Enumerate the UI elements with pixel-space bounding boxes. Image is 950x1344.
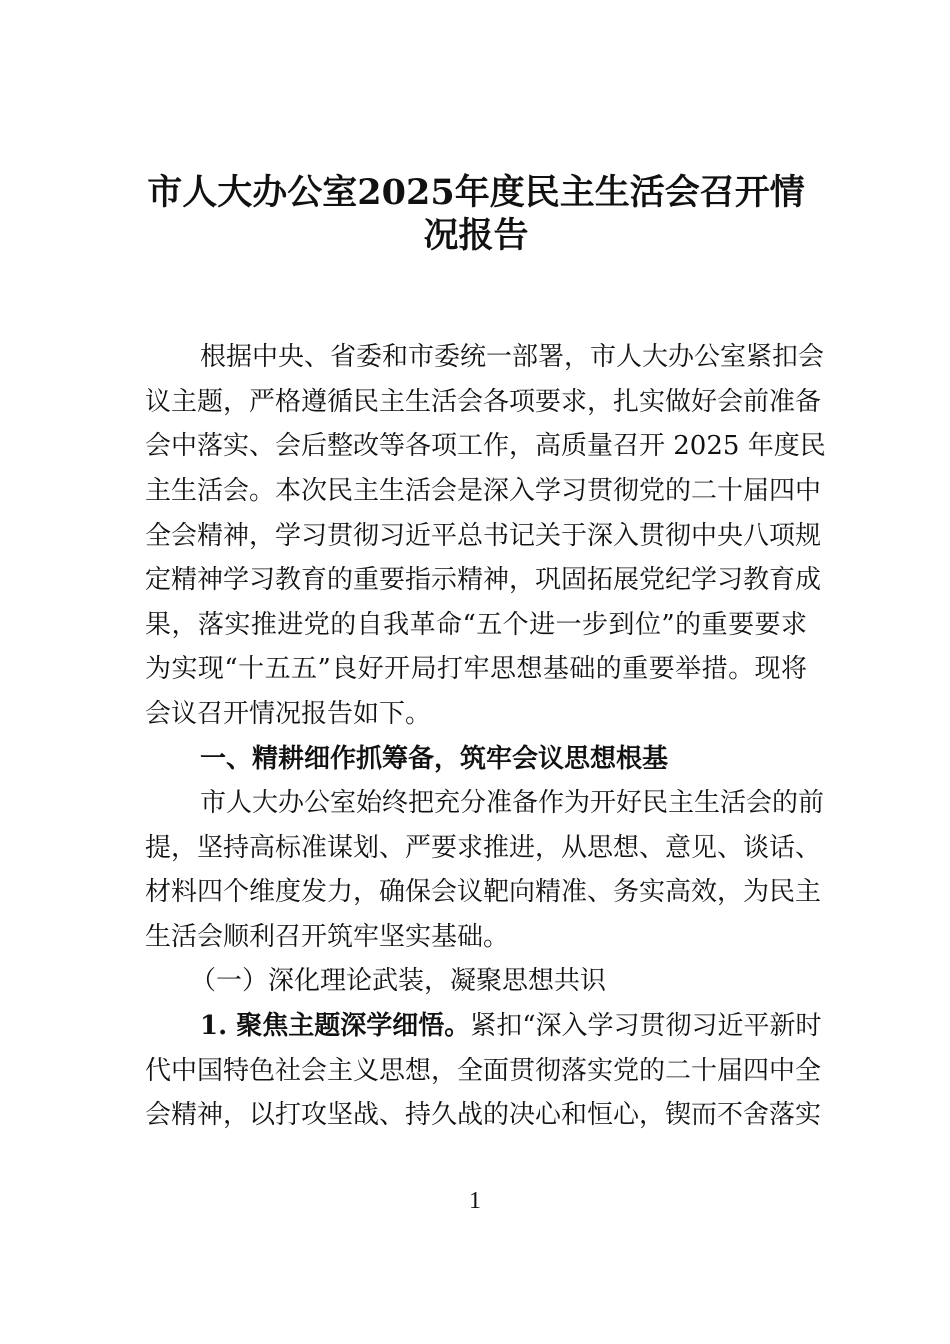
intro-line: 全会精神，学习贯彻习近平总书记关于深入贯彻中央八项规 — [145, 521, 822, 551]
intro-line: 主生活会。本次民主生活会是深入学习贯彻党的二十届四中 — [145, 476, 822, 506]
subsection-heading: （一）深化理论武装，凝聚思想共识 — [190, 966, 607, 996]
intro-line: 果，落实推进党的自我革命“五个进一步到位”的重要要求 — [145, 610, 807, 640]
section-body-line: 市人大办公室始终把充分准备作为开好民主生活会的前 — [200, 788, 825, 818]
section-body-line: 生活会顺利召开筑牢坚实基础。 — [145, 922, 510, 952]
intro-line: 会议召开情况报告如下。 — [145, 699, 432, 729]
section-body-line: 提，坚持高标准谋划、严要求推进，从思想、意见、谈话、 — [145, 833, 822, 863]
section-body-line: 材料四个维度发力，确保会议靶向精准、务实高效，为民主 — [145, 877, 822, 907]
intro-line: 会中落实、会后整改等各项工作，高质量召开 2025 年度民 — [145, 431, 826, 461]
item-lead: 1. 聚焦主题深学细悟。 — [200, 1011, 471, 1041]
intro-line: 根据中央、省委和市委统一部署，市人大办公室紧扣会 — [200, 342, 825, 372]
document-title-line-2: 况报告 — [423, 215, 529, 256]
item-line: 会精神，以打攻坚战、持久战的决心和恒心，锲而不舍落实 — [145, 1100, 822, 1130]
item-first-line — [200, 1011, 822, 1041]
section-heading: 一、精耕细作抓筹备，筑牢会议思想根基 — [200, 744, 669, 774]
page-number: 1 — [469, 1188, 481, 1214]
intro-line: 议主题，严格遵循民主生活会各项要求，扎实做好会前准备 — [145, 387, 822, 417]
intro-line: 定精神学习教育的重要指示精神，巩固拓展党纪学习教育成 — [145, 565, 822, 595]
item-text: 紧扣“深入学习贯彻习近平新时 — [470, 1011, 822, 1041]
document-title-line-1: 市人大办公室2025年度民主生活会召开情 — [147, 172, 805, 213]
item-line: 代中国特色社会主义思想，全面贯彻落实党的二十届四中全 — [145, 1056, 822, 1086]
intro-line: 为实现“十五五”良好开局打牢思想基础的重要举措。现将 — [145, 654, 807, 684]
